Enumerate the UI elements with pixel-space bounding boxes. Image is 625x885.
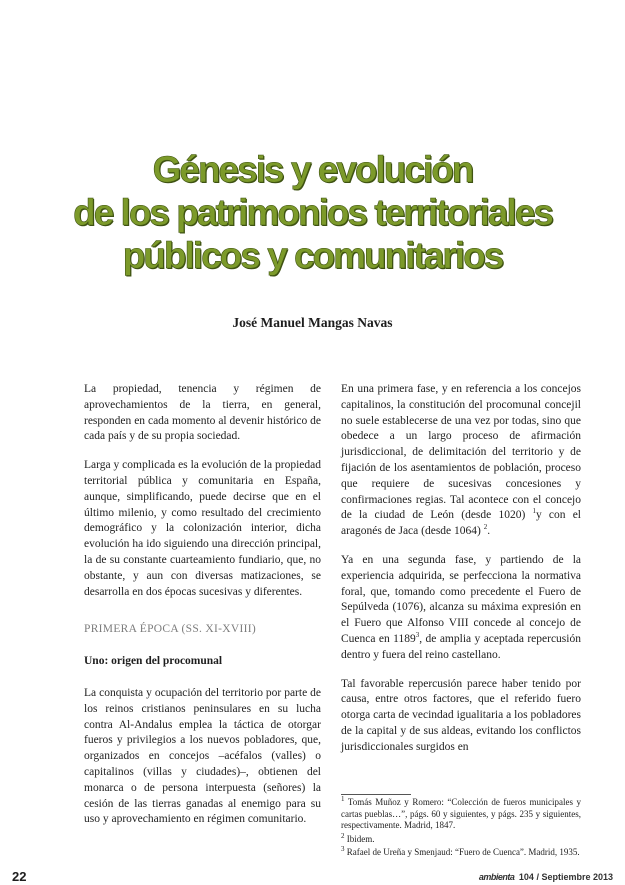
footnote-number: 1	[341, 795, 345, 803]
paragraph-text: y con el aragonés de Jaca (desde 1064)	[341, 509, 582, 538]
paragraph-text: , de amplia y aceptada repercusión dentro y fuera del reino castellano.	[341, 632, 581, 661]
running-footer	[479, 872, 613, 882]
issue-number: 104	[518, 872, 534, 882]
title-line: públicos y comunitarios	[122, 235, 503, 276]
title-line: de los patrimonios territoriales	[73, 192, 552, 233]
footnote-number: 2	[341, 831, 345, 840]
footnote	[341, 797, 581, 832]
footnote-text: Ibidem.	[346, 833, 375, 844]
footnote-number: 3	[341, 845, 345, 853]
footnote-text: Tomás Muñoz y Romero: “Colección de fueros municipales y cartas pueblas…”, págs. 60 y siguientes, y págs. 235 y siguientes, respectivamente. Madrid, 1847.	[341, 797, 581, 830]
subsection-heading: Uno: origen del procomunal	[84, 655, 223, 668]
footnote-divider	[341, 794, 411, 795]
paragraph-text: En una primera fase, y en referencia a los concejos capitalinos, la constitución del procomunal concejil no suele establecerse de una vez por todas, sino que obedece a un largo proceso de afirmación jurisdiccional, de delimitación del territorio y de fijación de los asentamientos de población, proceso que requiere de sucesivas concesiones y confirmaciones regias. Tal acontece con el concejo de la ciudad de León (desde 1020)	[341, 383, 581, 522]
section-heading: PRIMERA ÉPOCA (SS. XI-XVIII)	[84, 623, 256, 636]
paragraph	[341, 382, 581, 540]
footnote-ref: 3	[415, 631, 420, 640]
article-title	[60, 148, 565, 277]
footnotes	[341, 797, 581, 861]
footnote	[341, 831, 581, 846]
paragraph	[341, 553, 581, 664]
page-number: 22	[12, 869, 27, 884]
paragraph: La propiedad, tenencia y régimen de aprovechamientos de la tierra, en general, responden en cada momento al devenir histórico de cada país y de su propia sociedad.	[84, 383, 321, 443]
left-column	[84, 382, 321, 841]
magazine-name: ambienta	[478, 872, 515, 882]
paragraph: Tal favorable repercusión parece haber tenido por causa, entre otros factores, que el referido fuero otorga carta de vecindad igualitaria a los pobladores de la capital y de sus aldeas, evitando los conflictos jurisdiccionales surgidos en	[341, 677, 581, 753]
author-name: José Manuel Mangas Navas	[232, 315, 393, 330]
title-line: Génesis y evolución	[152, 149, 473, 190]
footnote	[341, 847, 581, 859]
footnote-ref: 2	[483, 523, 488, 532]
paragraph: La conquista y ocupación del territorio por parte de los reinos cristianos peninsulares en su lucha contra Al-Andalus emplea la táctica de otorgar fueros y privilegios a los nuevos pobladores, que, organizados en concejos –acéfalos (valles) o capitalinos (villas y ciudades)–, obtienen del monarca o de persona interpuesta (señores) la cesión de las tierras ganadas al enemigo para su uso y aprovechamiento en régimen comunitario.	[84, 686, 321, 826]
issue-date: / Septiembre 2013	[536, 872, 613, 882]
footnote-ref: 1	[532, 507, 536, 516]
right-column	[341, 382, 581, 769]
paragraph: Larga y complicada es la evolución de la propiedad territorial pública y comunitaria en España, aunque, simplificando, puede decirse que en el último milenio, y como resultado del crecimiento demográfico y la colonización interior, dicha evolución ha ido siguiendo una dirección principal, la de su constante cuarteamiento fundiario, que, no obstante, y aun con diversas matizaciones, se desarrolla en dos épocas sucesivas y diferentes.	[84, 459, 321, 598]
paragraph-text: Ya en una segunda fase, y partiendo de la experiencia adquirida, se perfecciona la normativa foral, que, tomando como precedente el Fuero de Sepúlveda (1076), alcanza su máxima expresión en el Fuero que Alfonso VIII concede al concejo de Cuenca en 1189	[341, 553, 581, 645]
paragraph-text: .	[487, 525, 491, 538]
footnote-text: Rafael de Ureña y Smenjaud: “Fuero de Cuenca”. Madrid, 1935.	[346, 847, 580, 857]
